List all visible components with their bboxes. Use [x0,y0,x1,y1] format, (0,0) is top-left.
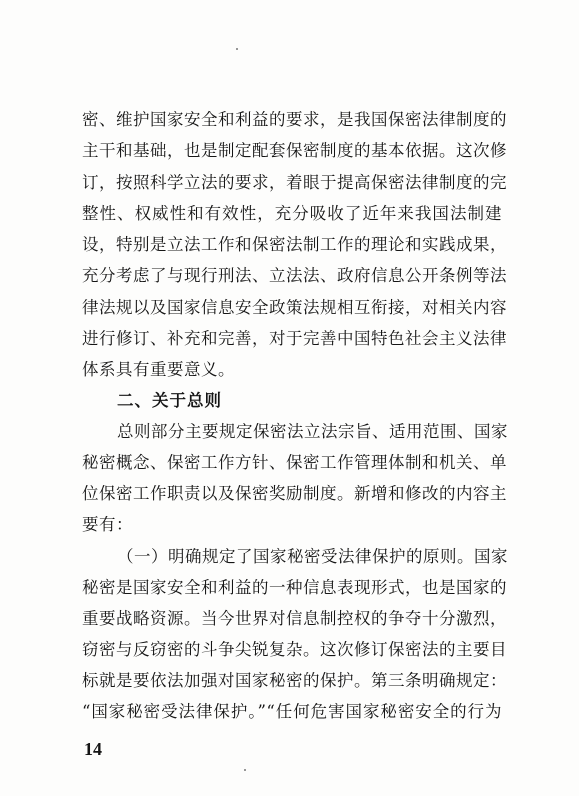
text-line: 密、维护国家安全和利益的要求，是我国保密法律制度的 [82,110,507,129]
text-line: 标就是要依法加强对国家秘密的保护。第三条明确规定： [82,671,507,690]
text-line: 要有： [82,515,133,534]
text-line: （一）明确规定了国家秘密受法律保护的原则。国家 [117,547,508,566]
text-line: 重要战略资源。当今世界对信息制控权的争夺十分激烈， [82,609,507,628]
text-line: “国家秘密受法律保护。”“任何危害国家秘密安全的行为 [82,702,502,721]
section-heading: 二、关于总则 [117,391,222,410]
text-line: 位保密工作职责以及保密奖励制度。新增和修改的内容主 [82,484,507,503]
text-line: 订，按照科学立法的要求，着眼于提高保密法律制度的完 [82,173,507,192]
text-line: 秘密概念、保密工作方针、保密工作管理体制和机关、单 [82,453,507,472]
text-line: 主干和基础，也是制定配套保密制度的基本依据。这次修 [82,141,507,160]
text-line: 充分考虑了与现行刑法、立法法、政府信息公开条例等法 [82,266,507,285]
scan-speck [236,48,238,50]
text-line: 总则部分主要规定保密法立法宗旨、适用范围、国家 [117,422,508,441]
text-line: 设，特别是立法工作和保密法制工作的理论和实践成果， [82,235,507,254]
scan-speck [244,769,246,771]
page-number: 14 [84,739,102,759]
text-line: 秘密是国家安全和利益的一种信息表现形式，也是国家的 [82,578,507,597]
text-line: 整性、权威性和有效性，充分吸收了近年来我国法制建 [82,204,502,223]
text-line: 律法规以及国家信息安全政策法规相互衔接，对相关内容 [82,298,507,317]
text-line: 进行修订、补充和完善，对于完善中国特色社会主义法律 [82,329,507,348]
text-line: 窃密与反窃密的斗争尖锐复杂。这次修订保密法的主要目 [82,640,507,659]
text-line: 体系具有重要意义。 [82,360,235,379]
